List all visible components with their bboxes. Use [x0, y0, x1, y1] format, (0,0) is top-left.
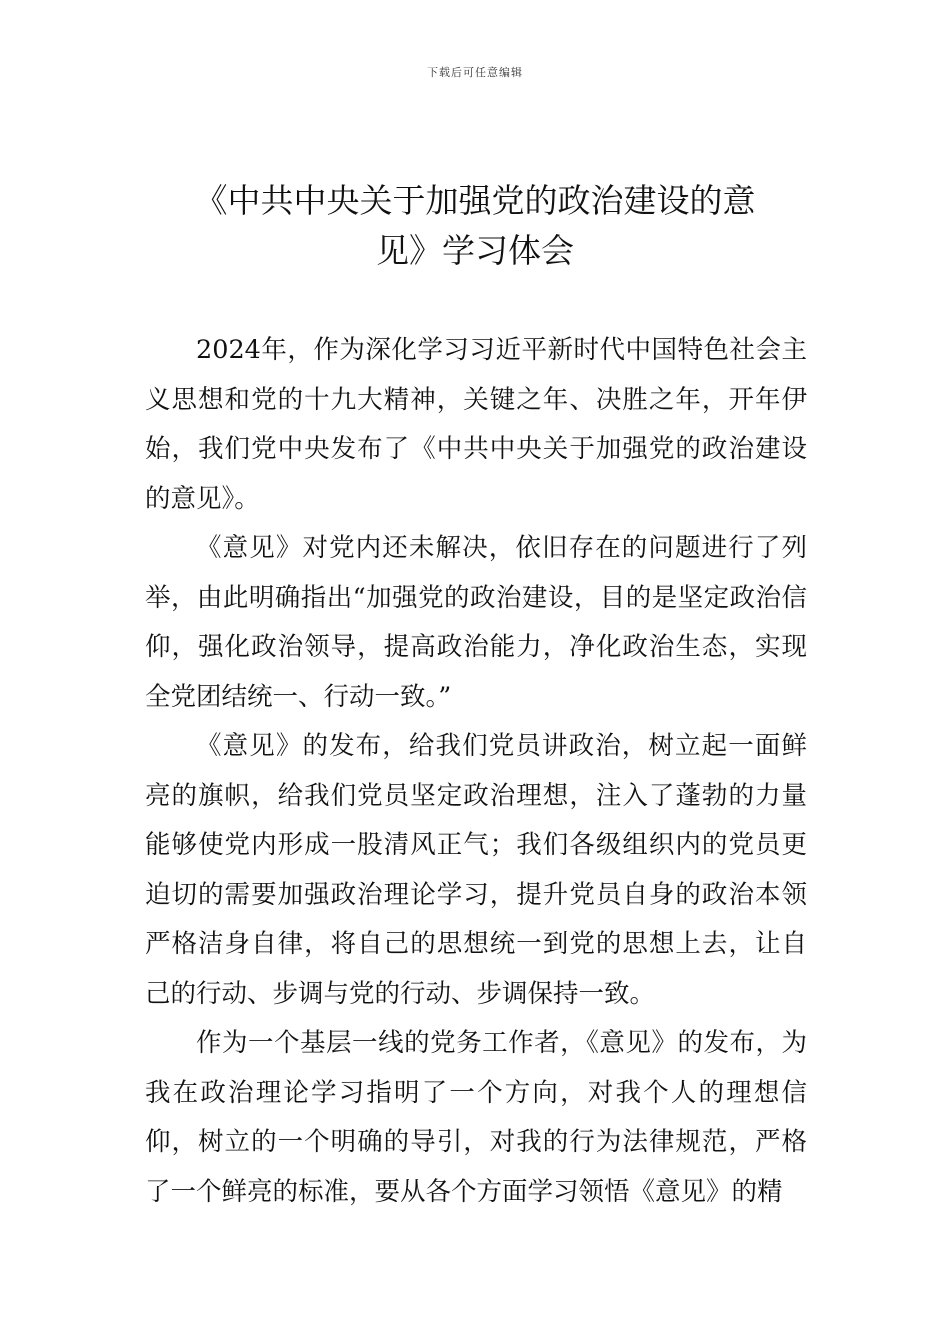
- title-line-1: 《中共中央关于加强党的政治建设的意: [194, 181, 756, 220]
- paragraph-1: 2024年，作为深化学习习近平新时代中国特色社会主义思想和党的十九大精神，关键之年、决胜之年，开年伊始，我们党中央发布了《中共中央关于加强党的政治建设的意见》。: [145, 335, 807, 514]
- title-line-2: 见》学习体会: [376, 231, 574, 270]
- paragraph-4: 作为一个基层一线的党务工作者，《意见》的发布，为我在政治理论学习指明了一个方向，对我个人的理想信仰，树立的一个明确的导引，对我的行为法律规范，严格了一个鲜亮的标准，要从各个方面学习领悟《意见》的精: [145, 1028, 807, 1207]
- document-body: [145, 326, 807, 1217]
- paragraph-3: 《意见》的发布，给我们党员讲政治，树立起一面鲜亮的旗帜，给我们党员坚定政治理想，注入了蓬勃的力量能够使党内形成一股清风正气；我们各级组织内的党员更迫切的需要加强政治理论学习，提升党员自身的政治本领严格洁身自律，将自己的思想统一到党的思想上去，让自己的行动、步调与党的行动、步调保持一致。: [145, 731, 807, 1009]
- header-note: 下载后可任意编辑: [427, 66, 523, 79]
- document-title: [140, 176, 810, 276]
- paragraph-2: 《意见》对党内还未解决，依旧存在的问题进行了列举，由此明确指出“加强党的政治建设，目的是坚定政治信仰，强化政治领导，提高政治能力，净化政治生态，实现全党团结统一、行动一致。”: [145, 533, 807, 712]
